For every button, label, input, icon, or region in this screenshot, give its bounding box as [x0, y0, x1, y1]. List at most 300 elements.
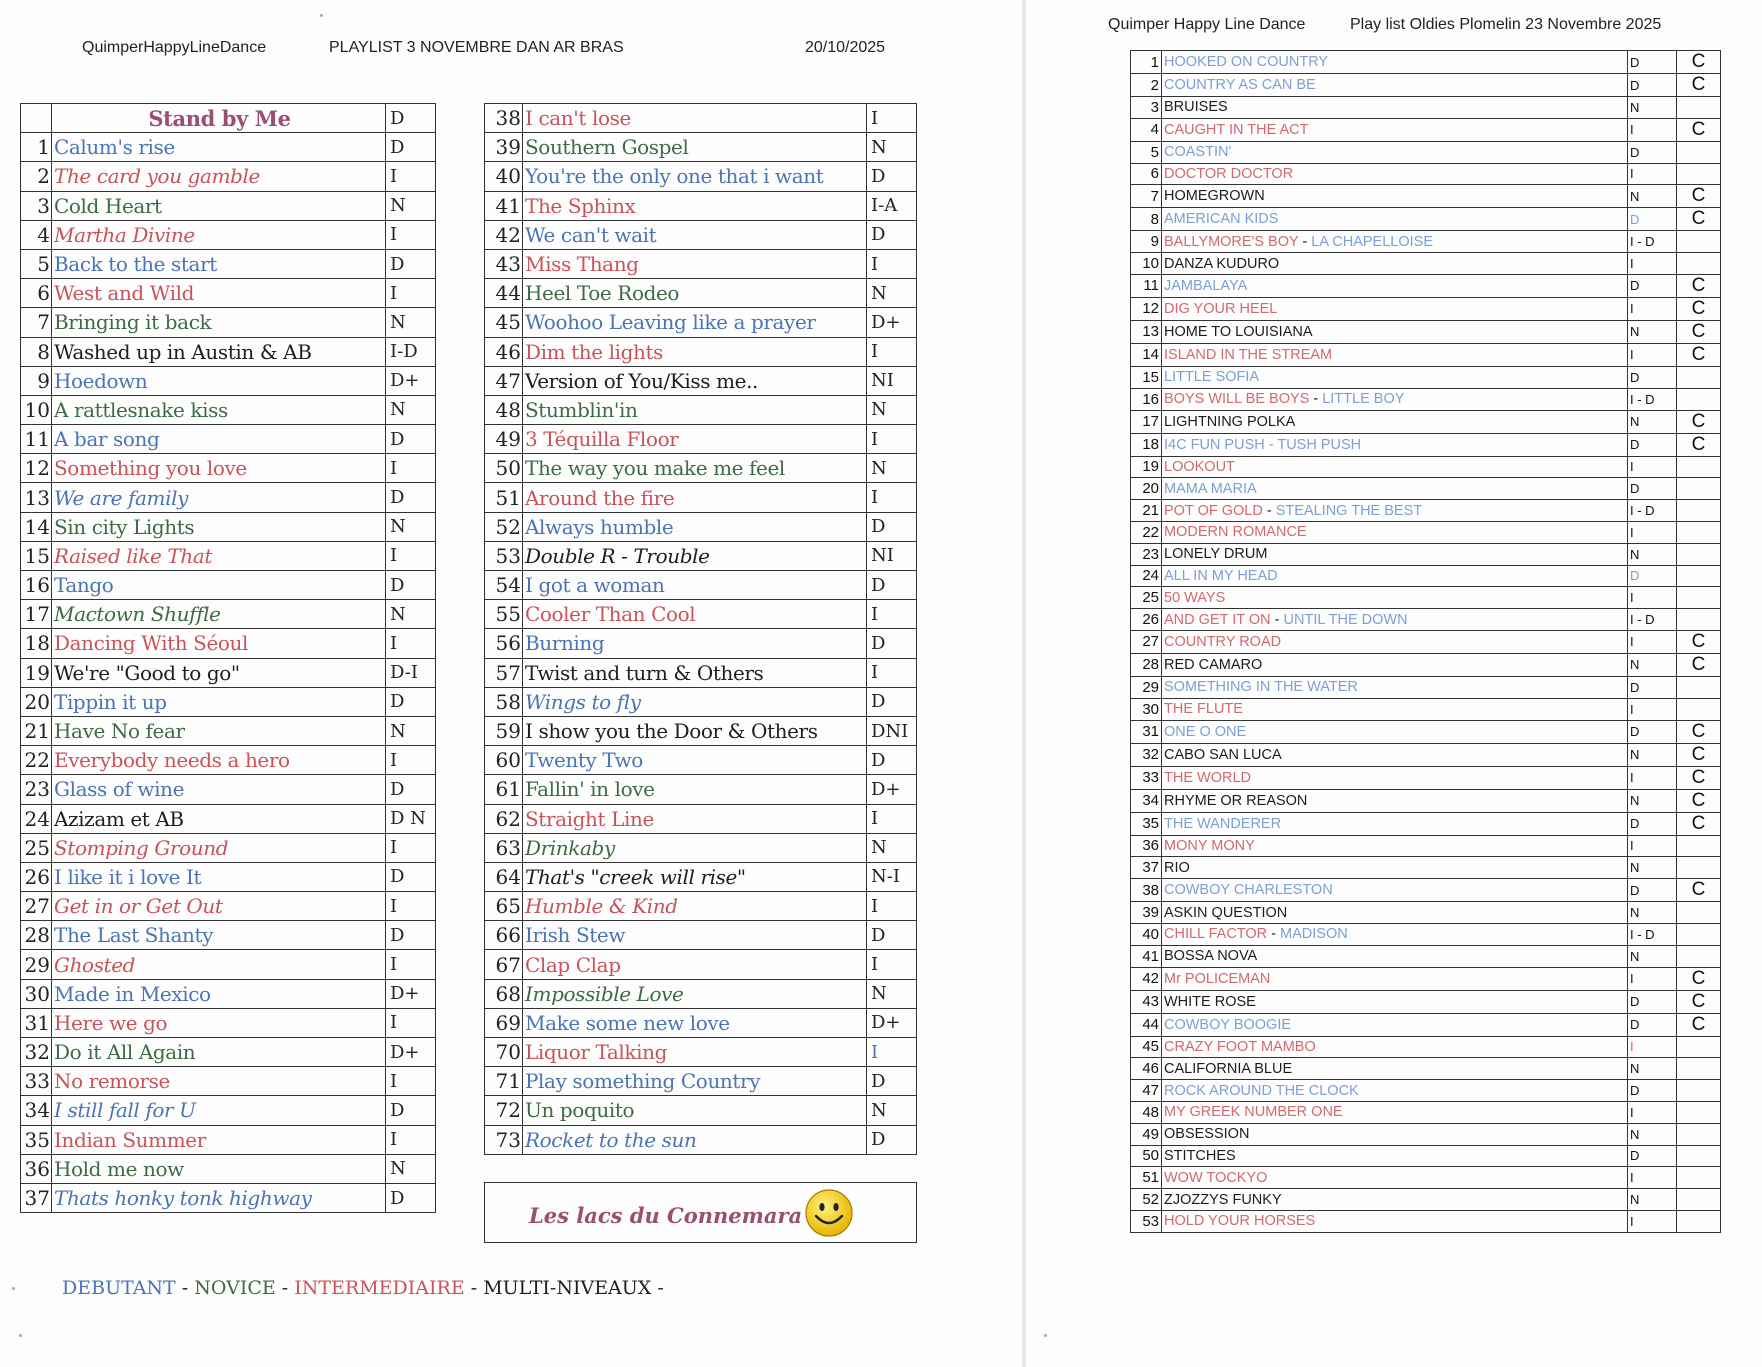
table-row — [485, 862, 917, 891]
song-title: Impossible Love — [523, 979, 867, 1008]
table-row — [1131, 587, 1721, 609]
song-number: 60 — [485, 746, 523, 775]
song-title: Hold me now — [52, 1154, 386, 1183]
table-row — [1131, 945, 1721, 967]
song-title: Rocket to the sun — [523, 1125, 867, 1154]
song-level: DNI — [867, 716, 917, 745]
song-title-part: COWBOY BOOGIE — [1164, 1016, 1292, 1033]
song-title: Stomping Ground — [52, 833, 386, 862]
song-number: 16 — [21, 571, 52, 600]
song-level: I — [386, 746, 436, 775]
song-number: 38 — [1131, 879, 1162, 902]
song-title: A bar song — [52, 425, 386, 454]
song-c-mark — [1677, 1101, 1721, 1123]
table-row — [485, 775, 917, 804]
table-row — [485, 249, 917, 278]
song-number: 43 — [485, 249, 523, 278]
song-title: Back to the start — [52, 249, 386, 278]
song-number: 66 — [485, 921, 523, 950]
song-number: 67 — [485, 950, 523, 979]
song-title — [1162, 410, 1628, 433]
song-title — [1162, 500, 1628, 522]
song-number: 8 — [21, 337, 52, 366]
table-row — [1131, 1210, 1721, 1232]
song-title: Liquor Talking — [523, 1038, 867, 1067]
song-number: 20 — [1131, 478, 1162, 500]
table-row — [21, 746, 436, 775]
table-row — [21, 1125, 436, 1154]
song-level: N — [867, 133, 917, 162]
song-number: 3 — [1131, 97, 1162, 119]
song-number: 59 — [485, 716, 523, 745]
song-level: D+ — [386, 979, 436, 1008]
song-number: 62 — [485, 804, 523, 833]
table-row — [1131, 274, 1721, 297]
table-row — [1131, 343, 1721, 366]
legend-multi-niveaux: MULTI-NIVEAUX - — [483, 1277, 664, 1299]
song-title: Clap Clap — [523, 950, 867, 979]
song-title-part: CRAZY FOOT MAMBO — [1164, 1038, 1316, 1055]
table-row — [485, 1008, 917, 1037]
song-level: I — [386, 1125, 436, 1154]
song-title — [1162, 653, 1628, 676]
song-title-part: CHILL FACTOR — [1164, 926, 1268, 943]
table-row — [1131, 698, 1721, 720]
song-title-alt: LITTLE BOY — [1322, 391, 1405, 408]
song-level: I — [867, 1038, 917, 1067]
heading-title: Stand by Me — [52, 104, 386, 133]
song-number: 51 — [485, 483, 523, 512]
heading-number-cell — [21, 104, 52, 133]
song-title: West and Wild — [52, 279, 386, 308]
song-number: 18 — [21, 629, 52, 658]
smiley-icon — [804, 1188, 854, 1238]
song-number: 33 — [21, 1067, 52, 1096]
song-number: 46 — [485, 337, 523, 366]
song-c-mark — [1677, 1167, 1721, 1189]
table-row — [485, 454, 917, 483]
song-title — [1162, 587, 1628, 609]
song-level: N — [386, 716, 436, 745]
song-title: Fallin' in love — [523, 775, 867, 804]
song-number: 11 — [21, 425, 52, 454]
song-title — [1162, 676, 1628, 698]
song-level: I — [1628, 1036, 1677, 1058]
song-level: N — [867, 833, 917, 862]
song-title: 3 Téquilla Floor — [523, 425, 867, 454]
song-level: N — [1628, 320, 1677, 343]
song-number: 25 — [21, 833, 52, 862]
song-level: N — [1628, 97, 1677, 119]
table-row — [21, 1008, 436, 1037]
song-number: 38 — [485, 104, 523, 133]
table-row — [485, 804, 917, 833]
table-row — [21, 1096, 436, 1125]
song-level: D — [386, 133, 436, 162]
song-level: D — [1628, 565, 1677, 587]
song-title: Drinkaby — [523, 833, 867, 862]
song-level: D+ — [867, 308, 917, 337]
song-title — [1162, 1058, 1628, 1080]
table-row — [1131, 923, 1721, 945]
song-title-part: AMERICAN KIDS — [1164, 211, 1279, 228]
song-title — [1162, 565, 1628, 587]
song-level: D-I — [386, 658, 436, 687]
song-number: 19 — [1131, 456, 1162, 478]
song-title: Heel Toe Rodeo — [523, 279, 867, 308]
song-title: Make some new love — [523, 1008, 867, 1037]
song-level: D — [386, 571, 436, 600]
song-title: Glass of wine — [52, 775, 386, 804]
oldies-playlist-table — [1130, 50, 1721, 1233]
left-header-date: 20/10/2025 — [805, 39, 886, 56]
song-level: I — [867, 600, 917, 629]
song-title-part: COUNTRY AS CAN BE — [1164, 77, 1316, 93]
song-number: 48 — [485, 395, 523, 424]
song-title: Get in or Get Out — [52, 892, 386, 921]
song-title-part: I4C FUN PUSH - TUSH PUSH — [1164, 436, 1362, 453]
song-c-mark — [1677, 923, 1721, 945]
song-c-mark: C — [1677, 118, 1721, 141]
song-level: N — [1628, 1189, 1677, 1211]
table-row — [485, 746, 917, 775]
song-title-alt: LA CHAPELLOISE — [1311, 233, 1433, 250]
song-number: 51 — [1131, 1167, 1162, 1189]
song-number: 3 — [21, 191, 52, 220]
table-heading-row — [21, 104, 436, 133]
table-row — [21, 541, 436, 570]
table-row — [485, 716, 917, 745]
legend-separator: - — [175, 1277, 195, 1299]
song-number: 53 — [1131, 1210, 1162, 1232]
table-row — [485, 541, 917, 570]
song-title — [1162, 857, 1628, 879]
song-level: D — [1628, 274, 1677, 297]
song-title-part: RHYME OR REASON — [1164, 792, 1308, 809]
song-number: 6 — [21, 279, 52, 308]
song-level: N — [1628, 945, 1677, 967]
song-number: 14 — [21, 512, 52, 541]
song-level: I — [1628, 343, 1677, 366]
song-level: D — [386, 862, 436, 891]
song-level: N — [1628, 789, 1677, 812]
song-title: Martha Divine — [52, 220, 386, 249]
song-level: D+ — [386, 1038, 436, 1067]
table-row — [21, 862, 436, 891]
song-c-mark — [1677, 1210, 1721, 1232]
song-level: I - D — [1628, 231, 1677, 253]
song-title — [1162, 51, 1628, 74]
song-c-mark — [1677, 1080, 1721, 1102]
song-level: I — [867, 337, 917, 366]
song-level: I — [867, 249, 917, 278]
song-level: I — [386, 279, 436, 308]
song-number: 19 — [21, 658, 52, 687]
song-title — [1162, 97, 1628, 119]
table-row — [485, 512, 917, 541]
song-title — [1162, 766, 1628, 789]
song-number: 27 — [21, 892, 52, 921]
table-row — [21, 833, 436, 862]
song-title: A rattlesnake kiss — [52, 395, 386, 424]
song-level: D — [1628, 433, 1677, 456]
song-c-mark: C — [1677, 410, 1721, 433]
song-c-mark: C — [1677, 720, 1721, 743]
song-title: Dim the lights — [523, 337, 867, 366]
song-c-mark — [1677, 902, 1721, 924]
song-c-mark — [1677, 1123, 1721, 1145]
table-row — [485, 921, 917, 950]
song-number: 12 — [21, 454, 52, 483]
table-row — [485, 191, 917, 220]
song-title-part: POT OF GOLD — [1164, 502, 1263, 519]
song-number: 2 — [1131, 74, 1162, 97]
song-title: Humble & Kind — [523, 892, 867, 921]
song-level: D — [867, 1067, 917, 1096]
song-level: D N — [386, 804, 436, 833]
title-separator: - — [1267, 926, 1281, 943]
table-row — [485, 133, 917, 162]
table-row — [485, 395, 917, 424]
table-row — [21, 133, 436, 162]
song-level: D+ — [867, 775, 917, 804]
song-number: 42 — [485, 220, 523, 249]
song-title — [1162, 388, 1628, 410]
song-title: Everybody needs a hero — [52, 746, 386, 775]
table-row — [1131, 231, 1721, 253]
legend-intermediaire: INTERMEDIAIRE — [294, 1277, 465, 1299]
song-level: N-I — [867, 862, 917, 891]
song-number: 37 — [1131, 857, 1162, 879]
table-row — [21, 629, 436, 658]
song-number: 54 — [485, 571, 523, 600]
song-level: N — [867, 395, 917, 424]
song-c-mark — [1677, 698, 1721, 720]
song-level: I - D — [1628, 500, 1677, 522]
table-row — [21, 366, 436, 395]
song-title-part: DANZA KUDURO — [1164, 255, 1280, 272]
song-level: I — [1628, 297, 1677, 320]
song-number: 22 — [1131, 521, 1162, 543]
table-row — [21, 249, 436, 278]
song-title — [1162, 1167, 1628, 1189]
song-level: NI — [867, 541, 917, 570]
song-level: I — [1628, 163, 1677, 185]
song-title-part: WOW TOCKYO — [1164, 1169, 1268, 1186]
song-title — [1162, 1013, 1628, 1036]
table-row — [1131, 521, 1721, 543]
song-title-part: ISLAND IN THE STREAM — [1164, 346, 1333, 363]
table-row — [21, 1038, 436, 1067]
song-title-part: COUNTRY ROAD — [1164, 633, 1282, 650]
song-level: I — [386, 541, 436, 570]
song-title: Made in Mexico — [52, 979, 386, 1008]
song-level: N — [386, 1154, 436, 1183]
song-c-mark: C — [1677, 630, 1721, 653]
song-level: I — [386, 162, 436, 191]
song-c-mark: C — [1677, 274, 1721, 297]
song-c-mark — [1677, 945, 1721, 967]
song-title: Burning — [523, 629, 867, 658]
right-header-title: Play list Oldies Plomelin 23 Novembre 2025 — [1350, 16, 1662, 33]
song-number: 31 — [1131, 720, 1162, 743]
song-level: I — [1628, 587, 1677, 609]
song-level: I-D — [386, 337, 436, 366]
song-level: D — [867, 162, 917, 191]
table-row — [485, 892, 917, 921]
song-title-part: WHITE ROSE — [1164, 993, 1256, 1010]
song-title: Tango — [52, 571, 386, 600]
table-row — [1131, 1145, 1721, 1167]
table-row — [1131, 141, 1721, 163]
song-level: I — [867, 658, 917, 687]
table-row — [485, 1125, 917, 1154]
song-title — [1162, 343, 1628, 366]
song-title-part: MY GREEK NUMBER ONE — [1164, 1104, 1343, 1121]
song-title — [1162, 990, 1628, 1013]
song-number: 26 — [1131, 609, 1162, 631]
song-title — [1162, 835, 1628, 857]
song-level: D — [867, 571, 917, 600]
table-row — [485, 1096, 917, 1125]
song-c-mark — [1677, 388, 1721, 410]
song-number: 53 — [485, 541, 523, 570]
song-title: Azizam et AB — [52, 804, 386, 833]
table-row — [1131, 676, 1721, 698]
song-number: 69 — [485, 1008, 523, 1037]
song-number: 15 — [21, 541, 52, 570]
song-number: 63 — [485, 833, 523, 862]
song-number: 56 — [485, 629, 523, 658]
song-number: 24 — [1131, 565, 1162, 587]
song-title — [1162, 1145, 1628, 1167]
table-row — [1131, 1167, 1721, 1189]
song-number: 31 — [21, 1008, 52, 1037]
song-title-part: THE WANDERER — [1164, 815, 1282, 832]
song-number: 29 — [1131, 676, 1162, 698]
song-number: 70 — [485, 1038, 523, 1067]
song-number: 45 — [485, 308, 523, 337]
song-number: 33 — [1131, 766, 1162, 789]
song-c-mark: C — [1677, 320, 1721, 343]
legend-novice: NOVICE — [194, 1277, 276, 1299]
song-number: 4 — [21, 220, 52, 249]
song-title-part: MODERN ROMANCE — [1164, 524, 1307, 541]
table-row — [1131, 74, 1721, 97]
song-level: I - D — [1628, 923, 1677, 945]
song-c-mark: C — [1677, 653, 1721, 676]
table-row — [21, 571, 436, 600]
song-level: N — [1628, 653, 1677, 676]
song-number: 16 — [1131, 388, 1162, 410]
song-number: 44 — [1131, 1013, 1162, 1036]
song-title: The card you gamble — [52, 162, 386, 191]
song-c-mark: C — [1677, 879, 1721, 902]
song-level: D — [386, 1183, 436, 1212]
song-c-mark: C — [1677, 812, 1721, 835]
song-title: I show you the Door & Others — [523, 716, 867, 745]
song-title: Around the fire — [523, 483, 867, 512]
song-number: 37 — [21, 1183, 52, 1212]
song-level: N — [1628, 543, 1677, 565]
song-title-part: BOSSA NOVA — [1164, 948, 1258, 965]
table-row — [1131, 967, 1721, 990]
table-row — [1131, 433, 1721, 456]
table-row — [21, 600, 436, 629]
song-title — [1162, 789, 1628, 812]
song-level: D — [867, 921, 917, 950]
song-title — [1162, 720, 1628, 743]
song-title-part: ONE O ONE — [1164, 723, 1247, 740]
playlist-table-part2 — [484, 103, 917, 1155]
table-row — [485, 600, 917, 629]
table-row — [1131, 653, 1721, 676]
song-level: N — [1628, 1123, 1677, 1145]
song-title: The Sphinx — [523, 191, 867, 220]
song-level: N — [386, 600, 436, 629]
song-number: 49 — [485, 425, 523, 454]
table-row — [485, 950, 917, 979]
song-title: I got a woman — [523, 571, 867, 600]
song-number: 73 — [485, 1125, 523, 1154]
song-level: D — [867, 220, 917, 249]
song-c-mark: C — [1677, 743, 1721, 766]
song-title: Something you love — [52, 454, 386, 483]
song-title — [1162, 118, 1628, 141]
table-row — [1131, 743, 1721, 766]
table-row — [485, 104, 917, 133]
song-title-part: ZJOZZYS FUNKY — [1164, 1191, 1282, 1208]
title-separator: - — [1298, 233, 1312, 250]
table-row — [1131, 118, 1721, 141]
table-row — [1131, 789, 1721, 812]
song-title — [1162, 879, 1628, 902]
song-title — [1162, 433, 1628, 456]
song-number: 17 — [21, 600, 52, 629]
song-title: Straight Line — [523, 804, 867, 833]
song-title — [1162, 163, 1628, 185]
song-title-part: ASKIN QUESTION — [1164, 904, 1288, 921]
song-level: I — [1628, 766, 1677, 789]
song-title: Sin city Lights — [52, 512, 386, 541]
song-title-alt: STEALING THE BEST — [1275, 502, 1423, 519]
song-title-part: HOLD YOUR HORSES — [1164, 1213, 1316, 1230]
song-title: Have No fear — [52, 716, 386, 745]
song-level: I — [386, 892, 436, 921]
song-number: 27 — [1131, 630, 1162, 653]
song-c-mark — [1677, 253, 1721, 275]
song-c-mark — [1677, 609, 1721, 631]
song-level: I — [867, 892, 917, 921]
song-title-part: CALIFORNIA BLUE — [1164, 1060, 1293, 1077]
song-level: D — [1628, 74, 1677, 97]
song-title: The way you make me feel — [523, 454, 867, 483]
song-c-mark: C — [1677, 967, 1721, 990]
song-title — [1162, 456, 1628, 478]
table-row — [21, 1183, 436, 1212]
song-title: Dancing With Séoul — [52, 629, 386, 658]
table-row — [21, 337, 436, 366]
closing-song-title: Les lacs du Connemara — [529, 1203, 803, 1228]
song-level: I — [386, 220, 436, 249]
song-level: D — [867, 629, 917, 658]
table-row — [21, 716, 436, 745]
table-row — [1131, 609, 1721, 631]
table-row — [1131, 766, 1721, 789]
song-title-part: STITCHES — [1164, 1147, 1236, 1164]
song-level: N — [867, 979, 917, 1008]
song-title: Ghosted — [52, 950, 386, 979]
